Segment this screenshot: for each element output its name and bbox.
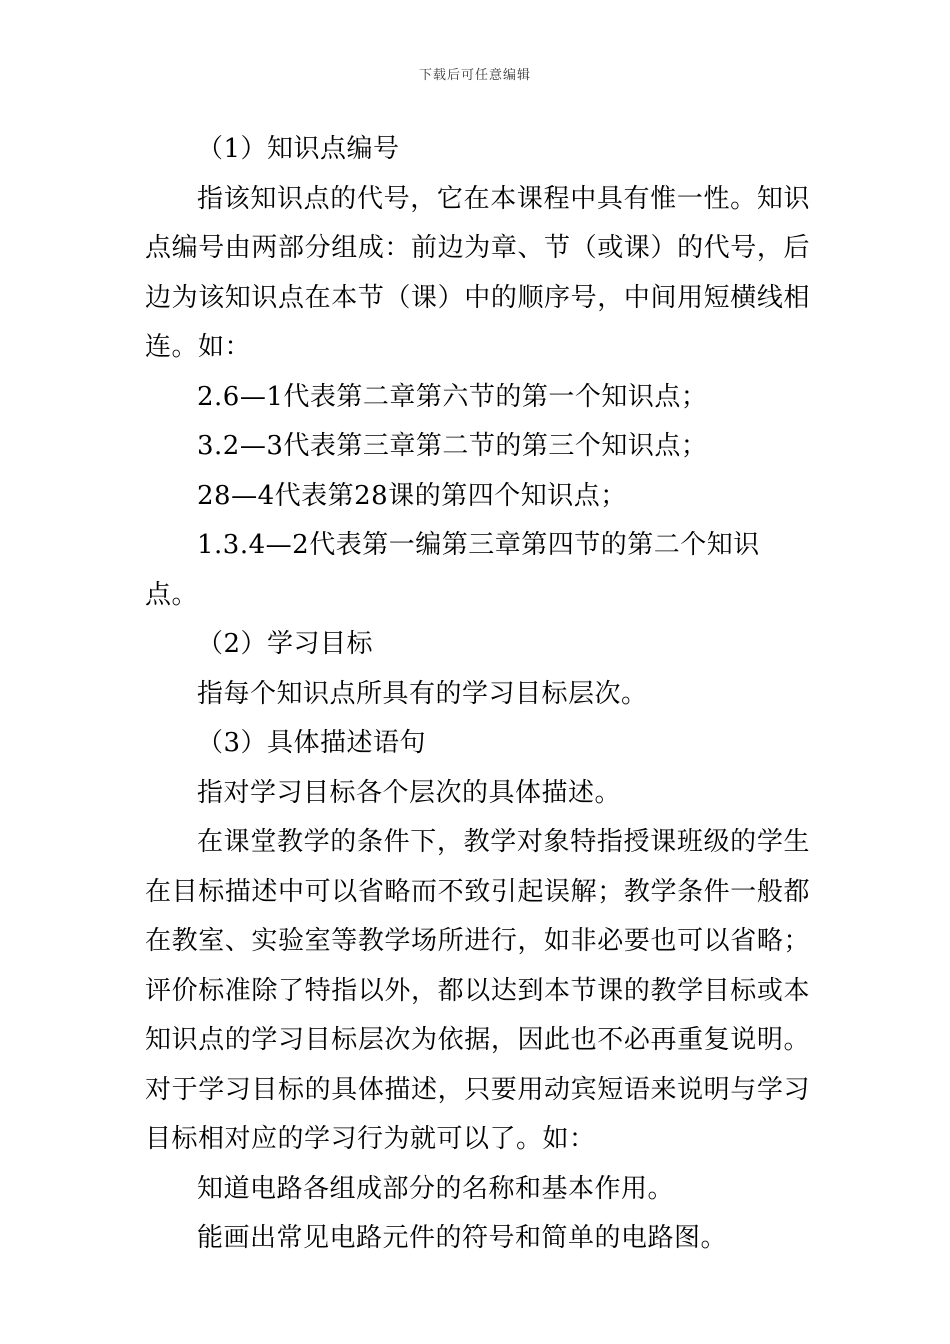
example-line: 知道电路各组成部分的名称和基本作用。: [197, 1173, 675, 1204]
example-line: 能画出常见电路元件的符号和简单的电路图。: [197, 1223, 728, 1253]
example-line: 28—4代表第28课的第四个知识点；: [197, 480, 627, 511]
document-body: [145, 125, 810, 1264]
example-line: 2.6—1代表第二章第六节的第一个知识点；: [197, 381, 708, 412]
paragraph-description-definition: 指对学习目标各个层次的具体描述。: [197, 777, 622, 808]
paragraph-learning-goal-definition: 指每个知识点所具有的学习目标层次。: [197, 678, 648, 709]
example-line: 1.3.4—2代表第一编第三章第四节的第二个知识点。: [145, 530, 760, 610]
paragraph-knowledge-id-definition: 指该知识点的代号，它在本课程中具有惟一性。知识点编号由两部分组成：前边为章、节（或课）的代号，后边为该知识点在本节（课）中的顺序号，中间用短横线相连。如：: [145, 183, 810, 362]
page-header: 下载后可任意编辑: [418, 68, 531, 83]
section-heading-description: （3）具体描述语句: [197, 728, 427, 758]
example-line: 3.2—3代表第三章第二节的第三个知识点；: [197, 431, 708, 461]
section-heading-knowledge-id: （1）知识点编号: [197, 134, 400, 164]
paragraph-classroom-conditions: 在课堂教学的条件下，教学对象特指授课班级的学生在目标描述中可以省略而不致引起误解；教学条件一般都在教室、实验室等教学场所进行，如非必要也可以省略；评价标准除了特指以外，都以达到本节课的教学目标或本知识点的学习目标层次为依据，因此也不必再重复说明。对于学习目标的具体描述，只要用动宾短语来说明与学习目标相对应的学习行为就可以了。如：: [145, 827, 810, 1154]
section-heading-learning-goal: （2）学习目标: [197, 629, 374, 659]
